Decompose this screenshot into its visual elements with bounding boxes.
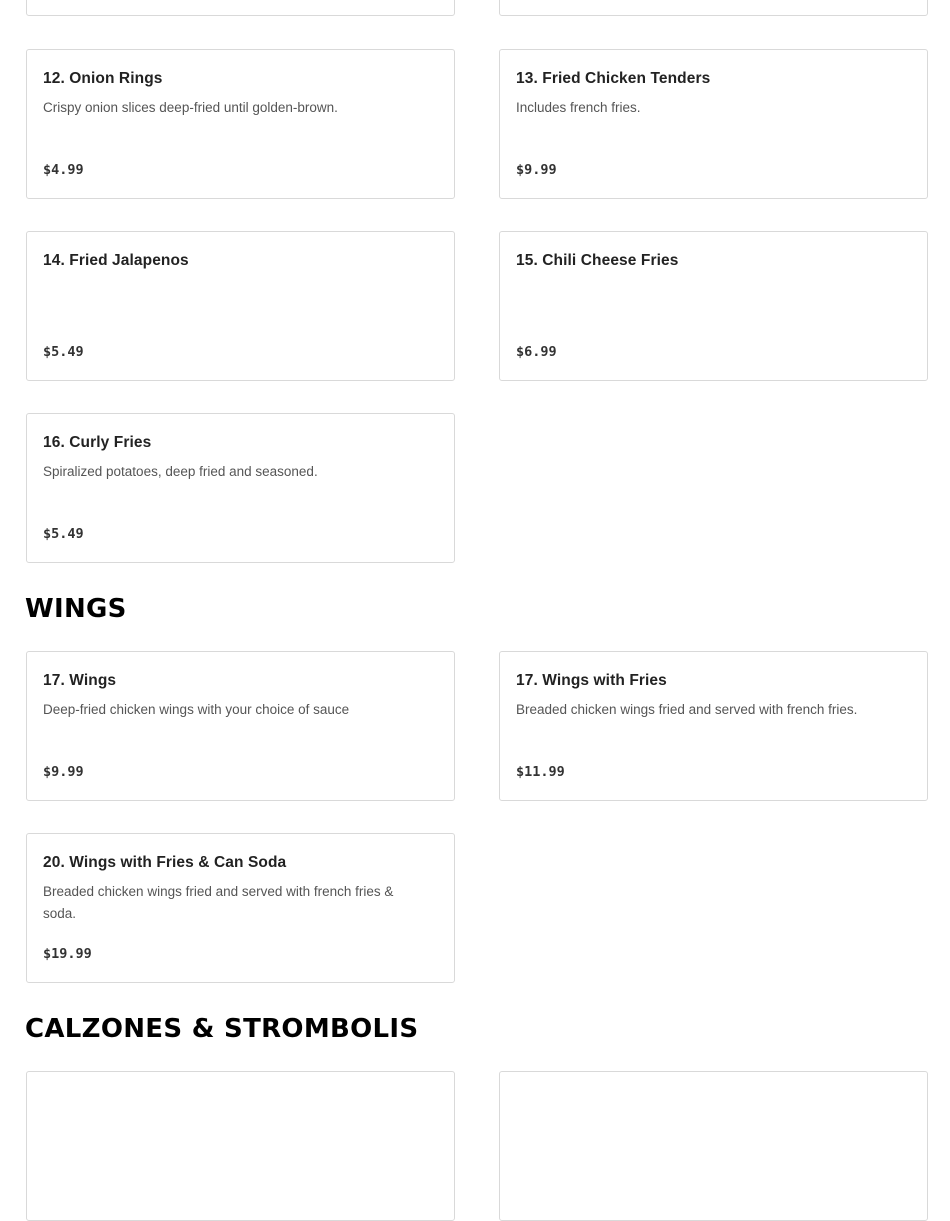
item-description: Deep-fried chicken wings with your choice of sauce	[43, 702, 350, 717]
item-name: 14. Fried Jalapenos	[43, 252, 189, 269]
item-price: $9.99	[43, 764, 84, 780]
menu-item-card[interactable]	[26, 833, 455, 983]
item-description: Breaded chicken wings fried and served with french fries & soda.	[43, 884, 394, 921]
item-name: 17. Wings with Fries	[516, 672, 667, 689]
item-description: Breaded chicken wings fried and served with french fries.	[516, 702, 858, 717]
item-price: $9.99	[516, 162, 557, 178]
item-description: Crispy onion slices deep-fried until golden-brown.	[43, 100, 338, 115]
item-name: 15. Chili Cheese Fries	[516, 252, 679, 269]
item-name: 17. Wings	[43, 672, 117, 689]
item-price: $19.99	[43, 946, 92, 962]
menu-item-card[interactable]	[26, 231, 455, 381]
menu-item-card[interactable]	[499, 231, 928, 381]
item-name: 12. Onion Rings	[43, 70, 163, 87]
item-name: 20. Wings with Fries & Can Soda	[43, 854, 287, 871]
menu-item-card[interactable]	[499, 49, 928, 199]
menu-item-card[interactable]	[499, 651, 928, 801]
section-title-wings: WINGS	[25, 594, 127, 624]
section-title-calzones: CALZONES & STROMBOLIS	[25, 1014, 419, 1044]
menu-item-card[interactable]	[499, 1071, 928, 1221]
item-price: $11.99	[516, 764, 565, 780]
menu-item-card[interactable]	[499, 0, 928, 16]
item-description: Spiralized potatoes, deep fried and seasoned.	[43, 464, 318, 479]
menu-item-card[interactable]	[26, 49, 455, 199]
menu-item-card[interactable]	[26, 413, 455, 563]
item-name: 13. Fried Chicken Tenders	[516, 70, 711, 87]
item-price: $5.49	[43, 526, 84, 542]
menu-item-card[interactable]	[26, 651, 455, 801]
item-price: $6.99	[516, 344, 557, 360]
menu-item-card[interactable]	[26, 1071, 455, 1221]
item-name: 16. Curly Fries	[43, 434, 152, 451]
item-price: $5.49	[43, 344, 84, 360]
item-description: Includes french fries.	[516, 100, 641, 115]
item-price: $4.99	[43, 162, 84, 178]
menu-item-card[interactable]	[26, 0, 455, 16]
